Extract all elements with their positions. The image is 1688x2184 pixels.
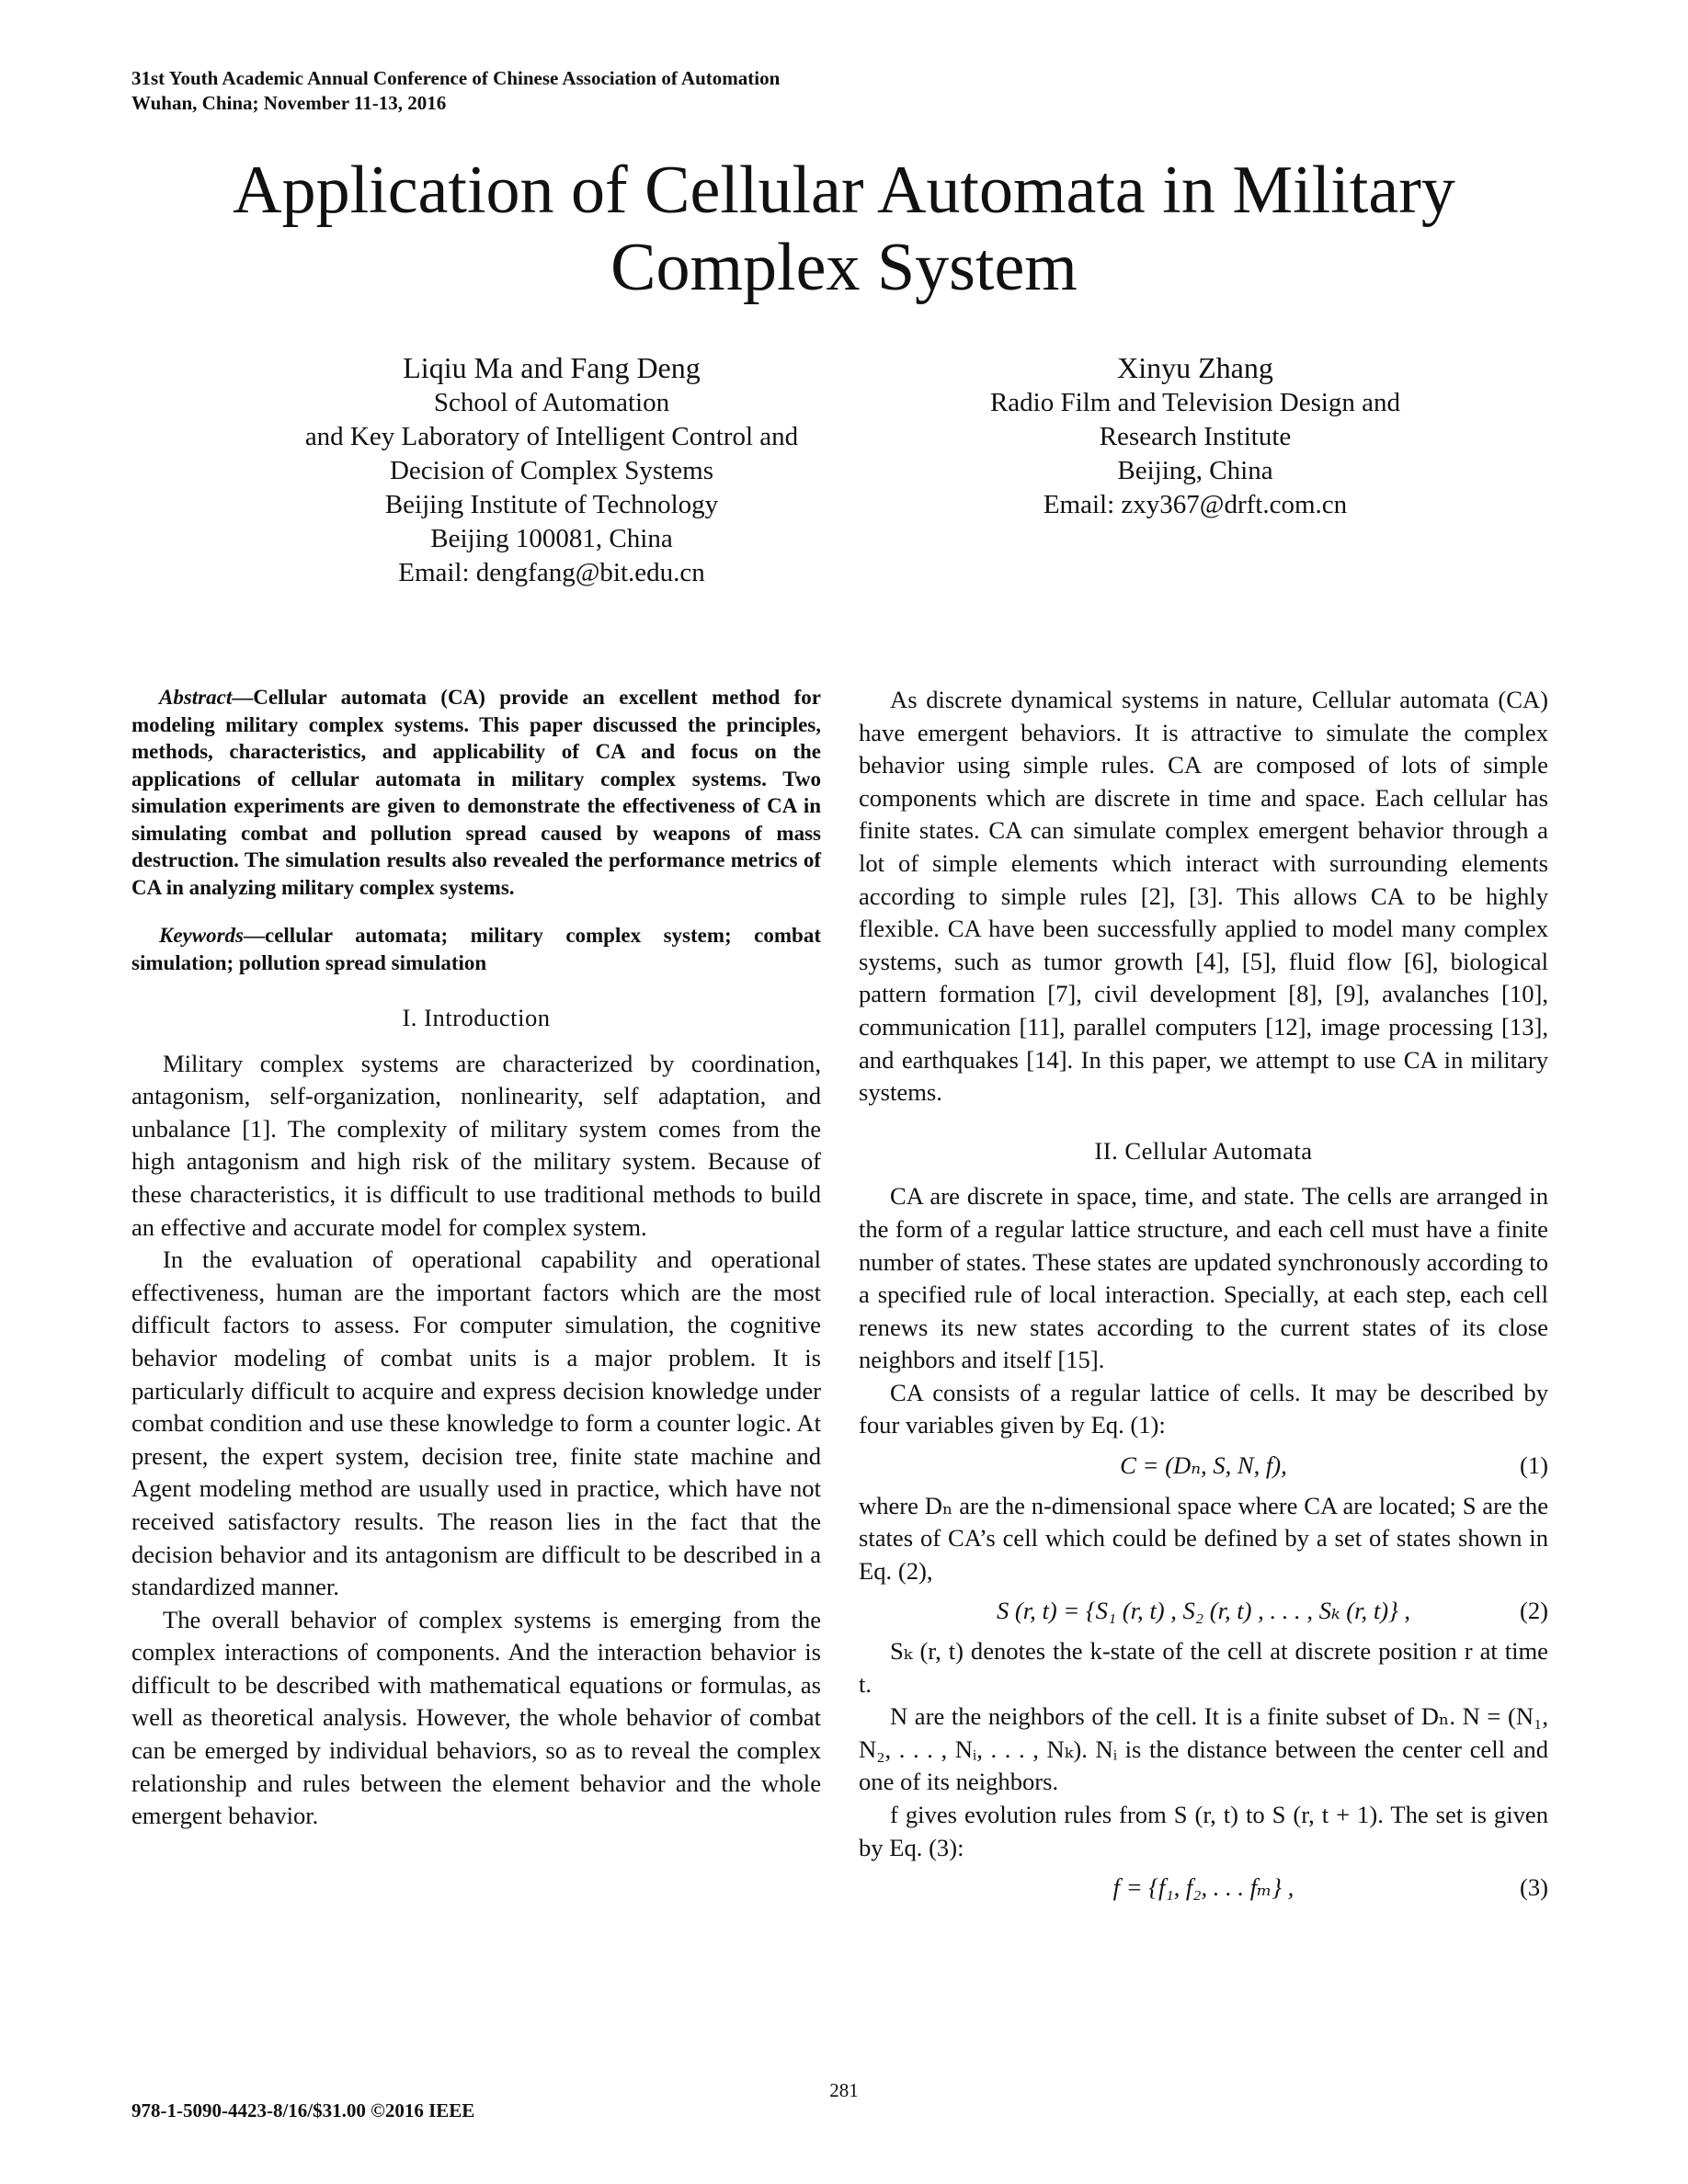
keywords-text: —cellular automata; military complex system; combat simulation; pollution spread simulation: [131, 924, 821, 974]
equation-number: (2): [1519, 1597, 1548, 1625]
equation-number: (1): [1519, 1451, 1548, 1480]
affiliation-line: Beijing, China: [1117, 456, 1273, 485]
abstract-text: —Cellular automata (CA) provide an excellent method for modeling military complex systems. This paper discussed the principles, methods, characteristics, and applicability of CA and focus on the applications of cellular automata in military complex systems. Two simulation experiments are given to demonstrate the effectiveness of CA in simulating combat and pollution spread caused by weapons of mass destruction. The simulation results also revealed the performance metrics of CA in analyzing military complex systems.: [131, 686, 821, 899]
conference-line-1: 31st Youth Academic Annual Conference of Chinese Association of Automation: [131, 67, 781, 89]
equation-3: [859, 1871, 1548, 1905]
affiliation-line: Beijing 100081, China: [430, 524, 673, 553]
affiliation-line: Decision of Complex Systems: [389, 456, 713, 485]
copyright-footer: 978-1-5090-4423-8/16/$31.00 ©2016 IEEE: [131, 2099, 475, 2121]
author-block-left: [267, 349, 837, 590]
equation-2: [859, 1595, 1548, 1628]
paragraph: Sₖ (r, t) denotes the k-state of the cell at discrete position r at time t.: [859, 1637, 1548, 1698]
page-number: 281: [829, 2079, 859, 2101]
affiliation-line: Research Institute: [1099, 422, 1292, 451]
keywords: [131, 922, 821, 976]
left-column: [131, 684, 821, 1833]
equation-number: (3): [1519, 1873, 1548, 1902]
equation-body: f = {f₁, f₂, . . . fₘ} ,: [1112, 1873, 1295, 1902]
section-heading-introduction: I. Introduction: [402, 1004, 551, 1031]
paragraph: The overall behavior of complex systems is emerging from the complex interactions of components. And the interaction behavior is difficult to be described with mathematical equations or formulas, as well as theoretical analysis. However, the whole behavior of combat can be emerged by individual behaviors, so as to reveal the complex relationship and rules between the element behavior and the whole emergent behavior.: [131, 1605, 821, 1830]
conference-line-2: Wuhan, China; November 11-13, 2016: [131, 92, 447, 114]
right-column: [859, 684, 1548, 1912]
equation-1: [859, 1450, 1548, 1483]
paragraph: CA are discrete in space, time, and state. The cells are arranged in the form of a regular lattice structure, and each cell must have a finite number of states. These states are updated synchronously according to a specified rule of local interaction. Specially, at each step, each cell renews its new states according to the current states of its close neighbors and itself [15].: [859, 1182, 1548, 1374]
author-email-right: Email: zxy367@drft.com.cn: [1043, 490, 1348, 519]
paragraph: f gives evolution rules from S (r, t) to S (r, t + 1). The set is given by Eq. (3):: [859, 1801, 1548, 1861]
abstract-label: Abstract: [159, 686, 233, 709]
title-line-1: Application of Cellular Automata in Military: [233, 153, 1455, 228]
author-block-right: [919, 349, 1471, 522]
affiliation-line: Radio Film and Television Design and: [989, 388, 1401, 417]
abstract: [131, 684, 821, 901]
keywords-label: Keywords: [159, 924, 244, 947]
author-name-right: Xinyu Zhang: [1117, 351, 1273, 384]
equation-body: S (r, t) = {S₁ (r, t) , S₂ (r, t) , . . . , Sₖ (r, t)} ,: [996, 1597, 1411, 1625]
paragraph: CA consists of a regular lattice of cells. It may be described by four variables given by Eq. (1):: [859, 1378, 1548, 1439]
conference-header: [131, 66, 780, 116]
author-email-left: Email: dengfang@bit.edu.cn: [398, 558, 705, 587]
paragraph: N are the neighbors of the cell. It is a finite subset of Dₙ. N = (N₁, N₂, . . . , Nᵢ, . . . , Nₖ). Nᵢ is the distance between the center cell and one of its neighbors.: [859, 1702, 1548, 1796]
title-line-2: Complex System: [610, 230, 1078, 305]
paragraph: In the evaluation of operational capability and operational effectiveness, human are the important factors which are the most difficult factors to assess. For computer simulation, the cognitive behavior modeling of combat units is a major problem. It is particularly difficult to acquire and express decision knowledge under combat condition and use these knowledge to form a counter logic. At present, the expert system, decision tree, finite state machine and Agent modeling method are usually used in practice, which have not received satisfactory results. The reason lies in the fact that the decision behavior and its antagonism are difficult to be described in a standardized manner.: [131, 1246, 821, 1601]
affiliation-line: Beijing Institute of Technology: [384, 490, 719, 519]
paragraph: Military complex systems are characterized by coordination, antagonism, self-organization, nonlinearity, self adaptation, and unbalance [1]. The complexity of military system comes from the high antagonism and high risk of the military system. Because of these characteristics, it is difficult to use traditional methods to build an effective and accurate model for complex system.: [131, 1049, 821, 1241]
paragraph: where Dₙ are the n-dimensional space where CA are located; S are the states of CA’s cell which could be defined by a set of states shown in Eq. (2),: [859, 1491, 1548, 1585]
paragraph: As discrete dynamical systems in nature, Cellular automata (CA) have emergent behaviors. It is attractive to simulate the complex behavior using simple rules. CA are composed of lots of simple components which are discrete in time and space. Each cellular has finite states. CA can simulate complex emergent behavior through a lot of simple elements which interact with surrounding elements according to simple rules [2], [3]. This allows CA to be highly flexible. CA have been successfully applied to model many complex systems, such as tumor growth [4], [5], fluid flow [6], biological pattern formation [7], civil development [8], [9], avalanches [10], communication [11], parallel computers [12], image processing [13], and earthquakes [14]. In this paper, we attempt to use CA in military systems.: [859, 686, 1548, 1107]
paper-title: [0, 152, 1688, 306]
affiliation-line: and Key Laboratory of Intelligent Control and: [304, 422, 799, 451]
author-name-left: Liqiu Ma and Fang Deng: [403, 351, 701, 384]
affiliation-line: School of Automation: [433, 388, 670, 417]
equation-body: C = (Dₙ, S, N, f),: [1120, 1451, 1287, 1480]
section-heading-cellular-automata: II. Cellular Automata: [1094, 1136, 1313, 1165]
